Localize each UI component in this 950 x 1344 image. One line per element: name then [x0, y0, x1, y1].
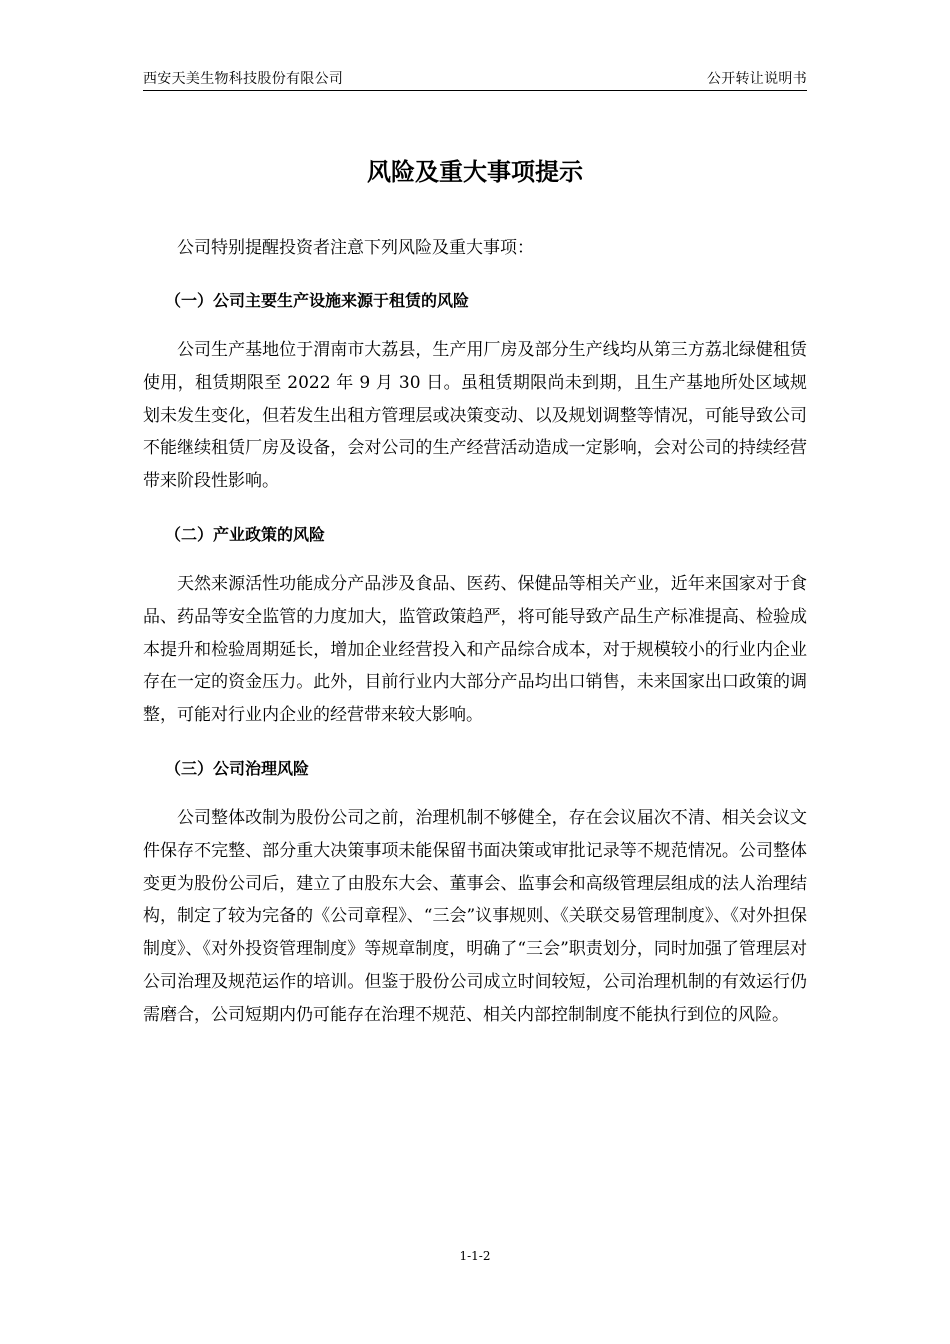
intro-paragraph: 公司特别提醒投资者注意下列风险及重大事项：	[177, 238, 534, 258]
section-heading: （一）公司主要生产设施来源于租赁的风险	[165, 291, 470, 310]
section-heading: （三）公司治理风险	[165, 758, 310, 778]
section-leased-facilities-risk	[143, 286, 807, 498]
main-content	[143, 232, 807, 1032]
page-title: 风险及重大事项提示	[367, 158, 583, 186]
section-body: 公司整体改制为股份公司之前，治理机制不够健全，存在会议届次不清、相关会议文件保存不完整、部分重大决策事项未能保留书面决策或审批记录等不规范情况。公司整体变更为股份公司后，建立了由股东大会、董事会、监事会和高级管理层组成的法人治理结构，制定了较为完备的《公司章程》、“三会”议事规则、《关联交易管理制度》、《对外担保制度》、《对外投资管理制度》等规章制度，明确了“三会”职责划分，同时加强了管理层对公司治理及规范运作的培训。但鉴于股份公司成立时间较短，公司治理机制的有效运行仍需磨合，公司短期内仍可能存在治理不规范、相关内部控制制度不能执行到位的风险。	[143, 807, 807, 1025]
header-document-type: 公开转让说明书	[706, 71, 807, 87]
section-heading: （二）产业政策的风险	[165, 524, 326, 544]
page-header	[143, 70, 807, 91]
section-body: 公司生产基地位于渭南市大荔县，生产用厂房及部分生产线均从第三方荔北绿健租赁使用，租赁期限至 2022 年 9 月 30 日。虽租赁期限尚未到期，且生产基地所处区域规划未发生变化，但若发生出租方管理层或决策变动、以及规划调整等情况，可能导致公司不能继续租赁厂房及设备，会对公司的生产经营活动造成一定影响，会对公司的持续经营带来阶段性影响。	[143, 340, 807, 492]
section-industry-policy-risk	[143, 520, 807, 732]
header-company-name: 西安天美生物科技股份有限公司	[143, 71, 344, 87]
section-corporate-governance-risk	[143, 754, 807, 1032]
section-body: 天然来源活性功能成分产品涉及食品、医药、保健品等相关产业，近年来国家对于食品、药品等安全监管的力度加大，监管政策趋严，将可能导致产品生产标准提高、检验成本提升和检验周期延长，增加企业经营投入和产品综合成本，对于规模较小的行业内企业存在一定的资金压力。此外，目前行业内大部分产品均出口销售，未来国家出口政策的调整，可能对行业内企业的经营带来较大影响。	[143, 573, 807, 726]
page-number: 1-1-2	[459, 1249, 491, 1263]
